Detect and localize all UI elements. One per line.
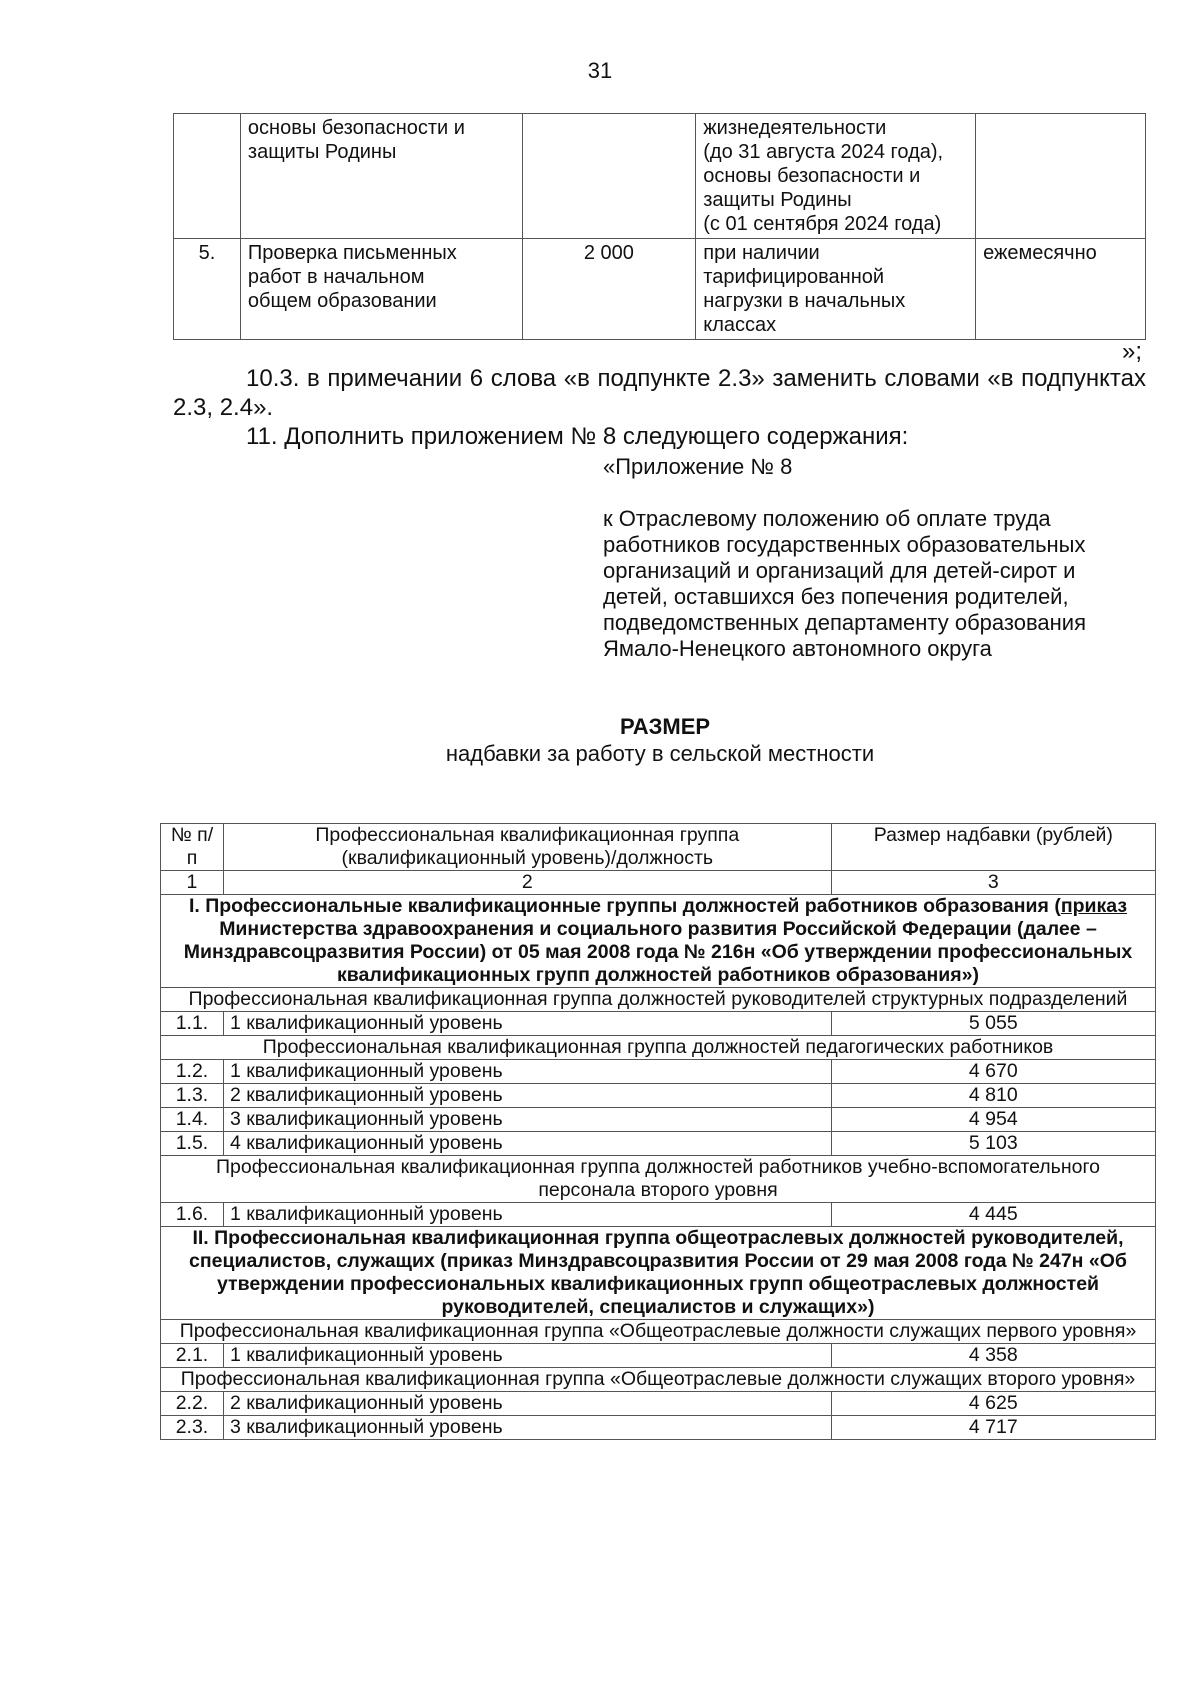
table-header-row [161, 824, 1156, 871]
row-amount: 5 103 [831, 1132, 1155, 1156]
appendix-line: к Отраслевому положению об оплате труда [603, 506, 1051, 531]
text-line: основы безопасности и [247, 117, 465, 139]
allowance-table [160, 823, 1156, 1440]
row-level: 2 квалификационный уровень [223, 1084, 831, 1108]
group-heading: Профессиональная квалификационная группа «Общеотраслевые должности служащих второго уровня» [161, 1368, 1156, 1392]
appendix-line: работников государственных образовательных [603, 532, 1086, 557]
row-level: 3 квалификационный уровень [223, 1416, 831, 1440]
row-level: 2 квалификационный уровень [223, 1392, 831, 1416]
group-row [161, 1156, 1156, 1203]
group-heading: Профессиональная квалификационная группа должностей руководителей структурных подразделений [161, 988, 1156, 1012]
group-heading: Профессиональная квалификационная группа должностей работников учебно-вспомогательного персонала второго уровня [161, 1156, 1156, 1203]
group-row [161, 1368, 1156, 1392]
row-amount: 4 358 [831, 1344, 1155, 1368]
row-index: 2.2. [161, 1392, 224, 1416]
header-amount: Размер надбавки (рублей) [831, 824, 1155, 871]
row-amount: 4 670 [831, 1060, 1155, 1084]
header-group: Профессиональная квалификационная группа (квалификационный уровень)/должность [223, 824, 831, 871]
text-line: общем образовании [247, 290, 437, 312]
table-row [161, 1060, 1156, 1084]
document-title: РАЗМЕР [619, 714, 711, 739]
row-period: ежемесячно [976, 239, 1146, 340]
group-row [161, 988, 1156, 1012]
appendix-line: детей, оставшихся без попечения родителей, [603, 584, 1069, 609]
appendix-line: организаций и организаций для детей-сирот и [603, 558, 1076, 583]
section-2-heading: II. Профессиональная квалификационная группа общеотраслевых должностей руководителей, специалистов, служащих (приказ Минздравсоцразвития России от 29 мая 2008 года № 247н «Об утверждении профессиональных квалификационных групп общеотраслевых должностей руководителей, специалистов и служащих») [161, 1227, 1156, 1320]
table-row [174, 239, 1146, 340]
col-number: 3 [831, 871, 1155, 895]
row-index: 1.5. [161, 1132, 224, 1156]
text-line: классах [703, 314, 777, 336]
row-amount: 4 810 [831, 1084, 1155, 1108]
text-line: защиты Родины [247, 141, 397, 163]
group-heading: Профессиональная квалификационная группа должностей педагогических работников [161, 1036, 1156, 1060]
table-row [161, 1084, 1156, 1108]
row-amount: 4 625 [831, 1392, 1155, 1416]
row-level: 4 квалификационный уровень [223, 1132, 831, 1156]
document-subtitle: надбавки за работу в сельской местности [445, 741, 875, 766]
row-level: 1 квалификационный уровень [223, 1012, 831, 1036]
row-level: 3 квалификационный уровень [223, 1108, 831, 1132]
col-number: 1 [161, 871, 224, 895]
table-row [161, 1416, 1156, 1440]
row-number: 5. [174, 239, 241, 340]
row-amount: 4 717 [831, 1416, 1155, 1440]
column-number-row [161, 871, 1156, 895]
section-row [161, 1227, 1156, 1320]
group-row [161, 1036, 1156, 1060]
section-text: I. Профессиональные квалификационные группы должностей работников образования ( [188, 895, 1061, 917]
row-index: 1.2. [161, 1060, 224, 1084]
top-table [173, 113, 1146, 340]
section-row [161, 895, 1156, 988]
row-level: 1 квалификационный уровень [223, 1060, 831, 1084]
text-line: (до 31 августа 2024 года), [703, 141, 944, 163]
appendix-title: «Приложение № 8 [603, 454, 793, 479]
section-1-heading [161, 895, 1156, 988]
page-number: 31 [587, 58, 613, 83]
row-level: 1 квалификационный уровень [223, 1344, 831, 1368]
text-line: работ в начальном [247, 266, 425, 288]
row-name [240, 114, 522, 239]
paragraph-10-3: 10.3. в примечании 6 слова «в подпункте 2.3» заменить словами «в подпунктах 2.3, 2.4». [173, 365, 1146, 421]
text-line: защиты Родины [703, 189, 852, 211]
close-quote: »; [1122, 338, 1143, 365]
paragraph-11: 11. Дополнить приложением № 8 следующего содержания: [246, 423, 909, 450]
appendix-header [603, 454, 1163, 662]
row-index: 2.1. [161, 1344, 224, 1368]
table-row [161, 1012, 1156, 1036]
group-row [161, 1320, 1156, 1344]
row-index: 2.3. [161, 1416, 224, 1440]
row-condition [696, 114, 976, 239]
group-heading: Профессиональная квалификационная группа «Общеотраслевые должности служащих первого уровня» [161, 1320, 1156, 1344]
text-line: (с 01 сентября 2024 года) [703, 213, 942, 235]
text-line: Проверка письменных [247, 242, 457, 264]
row-amount [522, 114, 696, 239]
row-index: 1.6. [161, 1203, 224, 1227]
table-row [174, 114, 1146, 239]
table-row [161, 1108, 1156, 1132]
appendix-line: подведомственных департаменту образования [603, 610, 1087, 635]
text-line: тарифицированной [703, 266, 885, 288]
col-number: 2 [223, 871, 831, 895]
row-index: 1.1. [161, 1012, 224, 1036]
row-period [976, 114, 1146, 239]
row-amount: 5 055 [831, 1012, 1155, 1036]
text-line: нагрузки в начальных [703, 290, 906, 312]
appendix-line: Ямало-Ненецкого автономного округа [603, 636, 992, 661]
table-row [161, 1132, 1156, 1156]
order-link[interactable]: приказ [1060, 895, 1128, 917]
row-index: 1.3. [161, 1084, 224, 1108]
row-index: 1.4. [161, 1108, 224, 1132]
text-line: основы безопасности и [703, 165, 921, 187]
table-row [161, 1203, 1156, 1227]
table-row [161, 1392, 1156, 1416]
row-amount: 4 445 [831, 1203, 1155, 1227]
section-text: Министерства здравоохранения и социального развития Российской Федерации (далее – Минздравсоцразвития России) от 05 мая 2008 года № 216н «Об утверждении профессиональных квалификационных групп должностей работников образования») [183, 918, 1133, 986]
row-amount: 4 954 [831, 1108, 1155, 1132]
row-condition [696, 239, 976, 340]
row-amount: 2 000 [522, 239, 696, 340]
row-name [240, 239, 522, 340]
text-line: жизнедеятельности [703, 117, 887, 139]
header-num: № п/п [161, 824, 224, 871]
text-line: при наличии [703, 242, 820, 264]
row-level: 1 квалификационный уровень [223, 1203, 831, 1227]
table-row [161, 1344, 1156, 1368]
row-number [174, 114, 241, 239]
